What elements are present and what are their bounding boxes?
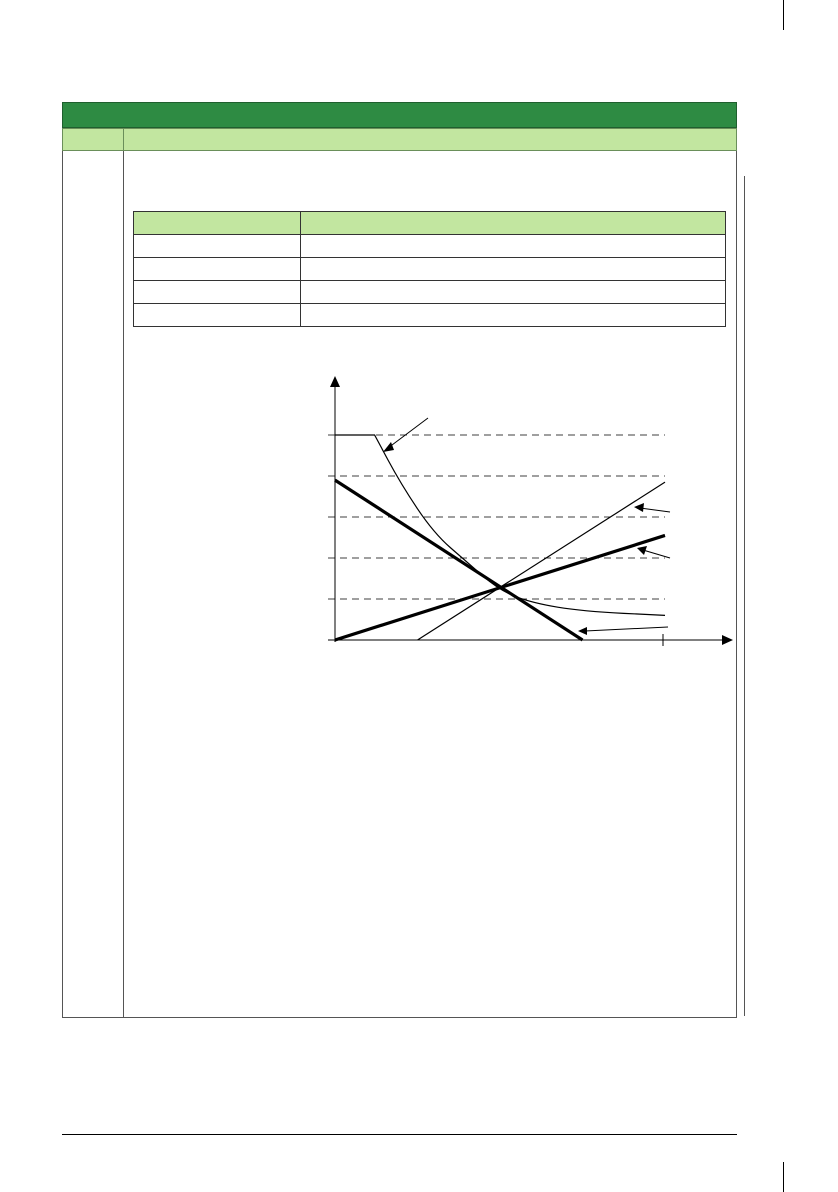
characteristic-graph (280, 370, 740, 660)
change-bar (744, 176, 745, 1016)
table-cell (134, 258, 301, 281)
section-header-bar (62, 102, 737, 128)
table-row (134, 235, 726, 258)
parameter-table (133, 211, 726, 327)
table-header-cell (301, 212, 726, 235)
graph-gridlines (328, 435, 665, 599)
table-cell (301, 281, 726, 304)
table-header-cell (134, 212, 301, 235)
series-line-2 (335, 480, 583, 640)
pointer-arrow-icon (383, 442, 394, 452)
pointer-arrow-icon (634, 503, 644, 512)
footer-rule (62, 1134, 737, 1135)
table-cell (301, 304, 726, 327)
pointer-line (585, 627, 668, 631)
table-cell (134, 281, 301, 304)
table-row (134, 281, 726, 304)
table-cell (301, 235, 726, 258)
y-axis-arrow-icon (330, 376, 340, 387)
graph-series (335, 435, 665, 640)
table-cell (134, 235, 301, 258)
table-row (134, 304, 726, 327)
series-line-3 (418, 482, 666, 640)
crop-mark-right-lower (783, 1162, 784, 1192)
section-subheader-bar (62, 128, 737, 151)
series-line-4 (335, 535, 665, 640)
pointer-line (640, 508, 670, 512)
table-cell (134, 304, 301, 327)
table-row (134, 258, 726, 281)
pointer-arrow-icon (578, 627, 587, 635)
crop-mark-right (783, 0, 784, 30)
pointer-arrow-icon (637, 546, 647, 555)
x-axis-arrow-icon (722, 635, 733, 645)
table-header-row (134, 212, 726, 235)
pointer-line (388, 418, 428, 448)
table-cell (301, 258, 726, 281)
pointer-line (643, 550, 670, 558)
